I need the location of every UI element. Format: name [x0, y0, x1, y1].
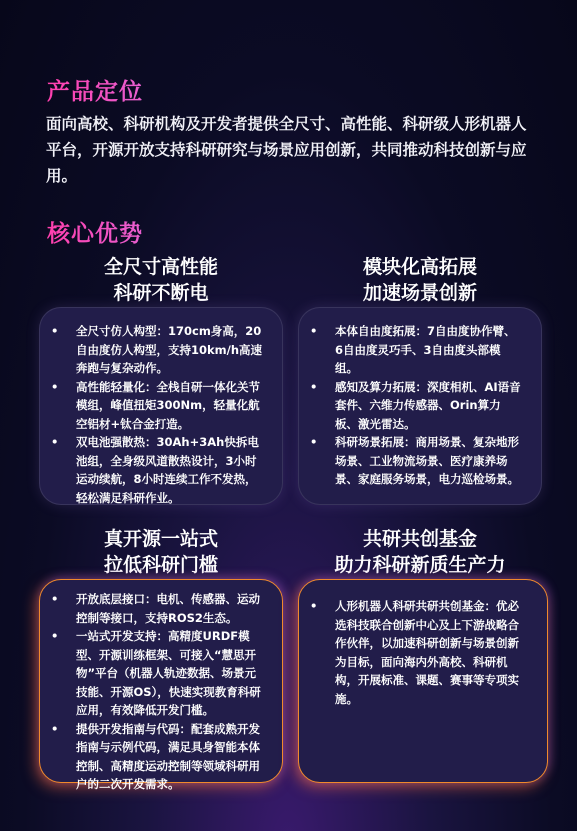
card-title-line: 加速场景创新	[362, 282, 477, 304]
card-fullsize	[39, 307, 283, 505]
card-list	[299, 597, 547, 708]
list-item: • 双电池强散热：30Ah+3Ah快拆电池组，全身级风道散热设计，3小时运动续航，8小时连续工作不发热，轻松满足科研作业。	[76, 433, 264, 507]
card-fund	[298, 579, 548, 783]
card-title-fullsize	[41, 254, 281, 306]
card-title-line: 科研不断电	[113, 282, 209, 304]
list-item: • 开放底层接口：电机、传感器、运动控制等接口，支持ROS2生态。	[76, 590, 264, 627]
card-title-modular	[300, 254, 540, 306]
list-item: • 提供开发指南与代码：配套成熟开发指南与示例代码，满足具身智能本体控制、高精度运动控制等领域科研用户的二次开发需求。	[76, 720, 264, 794]
card-title-line: 拉低科研门槛	[103, 554, 218, 576]
card-title-line: 模块化高拓展	[362, 256, 477, 278]
card-list	[40, 590, 282, 794]
section-title-advantages: 核心优势	[47, 215, 143, 248]
card-list	[299, 322, 541, 489]
list-item: • 本体自由度拓展：7自由度协作臂、6自由度灵巧手、3自由度头部模组。	[335, 322, 523, 378]
card-title-line: 真开源一站式	[103, 528, 218, 550]
list-item: • 高性能轻量化：全栈自研一体化关节模组，峰值扭矩300Nm，轻量化航空铝材+钛合金打造。	[76, 378, 264, 434]
card-title-fund	[300, 526, 540, 578]
positioning-text: 面向高校、科研机构及开发者提供全尺寸、高性能、科研级人形机器人平台，开源开放支持科研研究与场景应用创新，共同推动科技创新与应用。	[46, 115, 527, 185]
card-opensource	[39, 579, 283, 791]
list-item: • 一站式开发支持：高精度URDF模型、开源训练框架、可接入“慧思开物”平台（机器人轨迹数据、场景元技能、开源OS），快速实现教育科研应用，有效降低开发门槛。	[76, 627, 264, 720]
card-title-line: 全尺寸高性能	[103, 256, 218, 278]
list-item: • 科研场景拓展：商用场景、复杂地形场景、工业物流场景、医疗康养场景、家庭服务场景，电力巡检场景。	[335, 433, 523, 489]
card-title-opensource	[41, 526, 281, 578]
list-item: • 人形机器人科研共研共创基金：优必选科技联合创新中心及上下游战略合作伙伴，以加速科研创新与场景创新为目标，面向海内外高校、科研机构，开展标准、课题、赛事等专项实施。	[335, 597, 529, 708]
card-modular	[298, 307, 542, 505]
list-item: • 感知及算力拓展：深度相机、AI语音套件、六维力传感器、Orin算力板、激光雷达。	[335, 378, 523, 434]
card-title-line: 共研共创基金	[362, 528, 477, 550]
card-title-line: 助力科研新质生产力	[334, 554, 506, 576]
section-title-positioning: 产品定位	[47, 73, 143, 106]
card-list	[40, 322, 282, 507]
list-item: • 全尺寸仿人构型：170cm身高，20自由度仿人构型，支持10km/h高速奔跑与复杂动作。	[76, 322, 264, 378]
